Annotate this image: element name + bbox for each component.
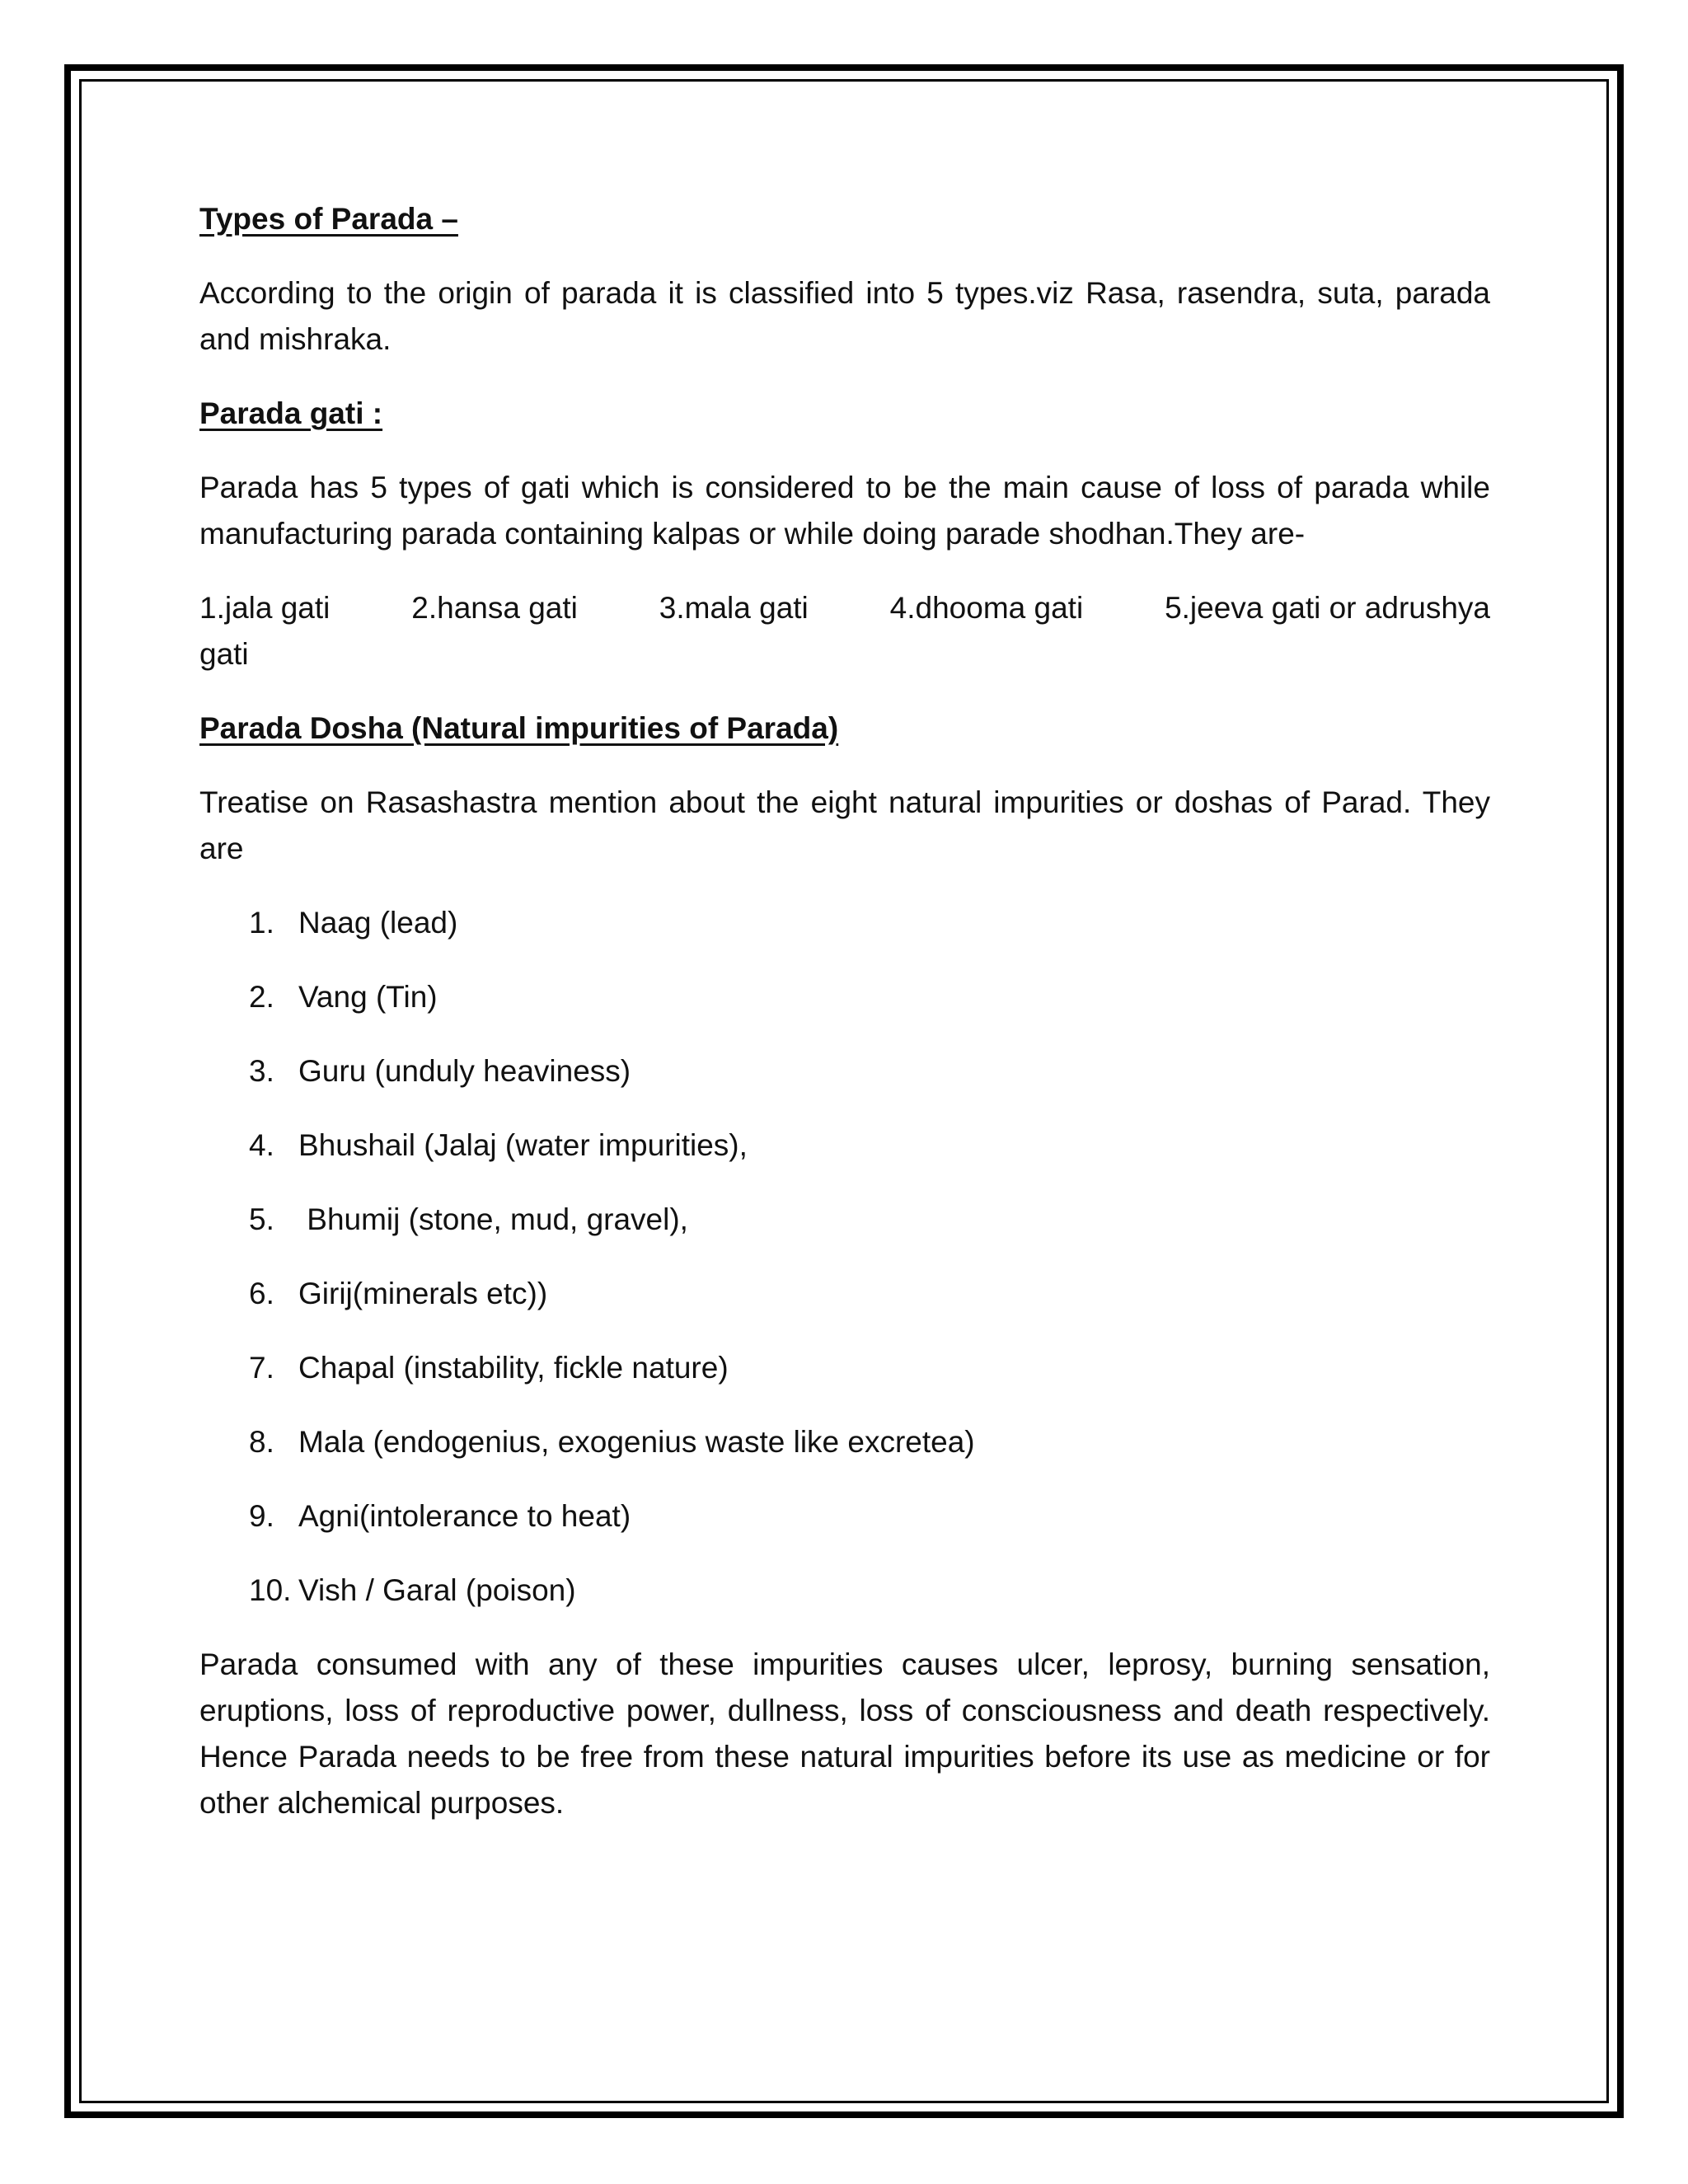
list-item-text: Chapal (instability, fickle nature) xyxy=(298,1351,729,1385)
dosha-intro-paragraph: Treatise on Rasashastra mention about the eight natural impurities or doshas of Parad. They are xyxy=(199,785,1490,865)
dosha-list xyxy=(199,900,1490,1614)
dosha-heading: Parada Dosha (Natural impurities of Parada) xyxy=(199,711,839,745)
gati-item-dhooma: 4.dhooma gati xyxy=(889,591,1084,625)
list-item-number: 10. xyxy=(249,1573,292,1607)
types-paragraph: According to the origin of parada it is classified into 5 types.viz Rasa, rasendra, suta, parada and mishraka. xyxy=(199,276,1490,356)
list-item-text: Girij(minerals etc)) xyxy=(298,1277,548,1310)
list-item xyxy=(249,974,1490,1020)
list-item xyxy=(249,1493,1490,1540)
list-item-text: Vish / Garal (poison) xyxy=(298,1573,576,1607)
list-item xyxy=(249,1568,1490,1614)
list-item-number: 3. xyxy=(249,1054,274,1088)
gati-heading: Parada gati : xyxy=(199,396,383,430)
list-item-text: Guru (unduly heaviness) xyxy=(298,1054,631,1088)
list-item-number: 7. xyxy=(249,1351,274,1385)
list-item xyxy=(249,1048,1490,1094)
list-item-text: Agni(intolerance to heat) xyxy=(298,1499,631,1533)
list-item-number: 1. xyxy=(249,906,274,940)
document-body xyxy=(199,196,1490,1854)
list-item-number: 2. xyxy=(249,980,274,1014)
list-item-number: 5. xyxy=(249,1202,274,1236)
list-item-text: Bhumij (stone, mud, gravel), xyxy=(298,1202,688,1236)
gati-item-jeeva: 5.jeeva gati or adrushya xyxy=(1165,591,1490,625)
list-item-text: Bhushail (Jalaj (water impurities), xyxy=(298,1128,748,1162)
list-item-text: Vang (Tin) xyxy=(298,980,438,1014)
gati-item-mala: 3.mala gati xyxy=(659,591,809,625)
dosha-conclusion-paragraph: Parada consumed with any of these impurities causes ulcer, leprosy, burning sensation, eruptions, loss of reproductive power, dullness, loss of consciousness and death respectively. Hence Parada needs to be free from these natural impurities before its use as medicine or for other alchemical purposes. xyxy=(199,1647,1490,1820)
list-item xyxy=(249,900,1490,946)
list-item-number: 8. xyxy=(249,1425,274,1459)
list-item xyxy=(249,1271,1490,1317)
gati-item-tail: gati xyxy=(199,637,249,671)
list-item-text: Naag (lead) xyxy=(298,906,458,940)
list-item xyxy=(249,1122,1490,1169)
list-item-number: 9. xyxy=(249,1499,274,1533)
gati-paragraph: Parada has 5 types of gati which is considered to be the main cause of loss of parada while manufacturing parada containing kalpas or while doing parade shodhan.They are- xyxy=(199,471,1490,551)
list-item xyxy=(249,1197,1490,1243)
list-item-number: 4. xyxy=(249,1128,274,1162)
types-heading: Types of Parada – xyxy=(199,202,458,236)
list-item-text: Mala (endogenius, exogenius waste like excretea) xyxy=(298,1425,975,1459)
gati-item-hansa: 2.hansa gati xyxy=(411,591,578,625)
list-item-number: 6. xyxy=(249,1277,274,1310)
gati-list xyxy=(199,585,1490,631)
list-item xyxy=(249,1419,1490,1465)
gati-item-jala: 1.jala gati xyxy=(199,591,331,625)
list-item xyxy=(249,1345,1490,1391)
